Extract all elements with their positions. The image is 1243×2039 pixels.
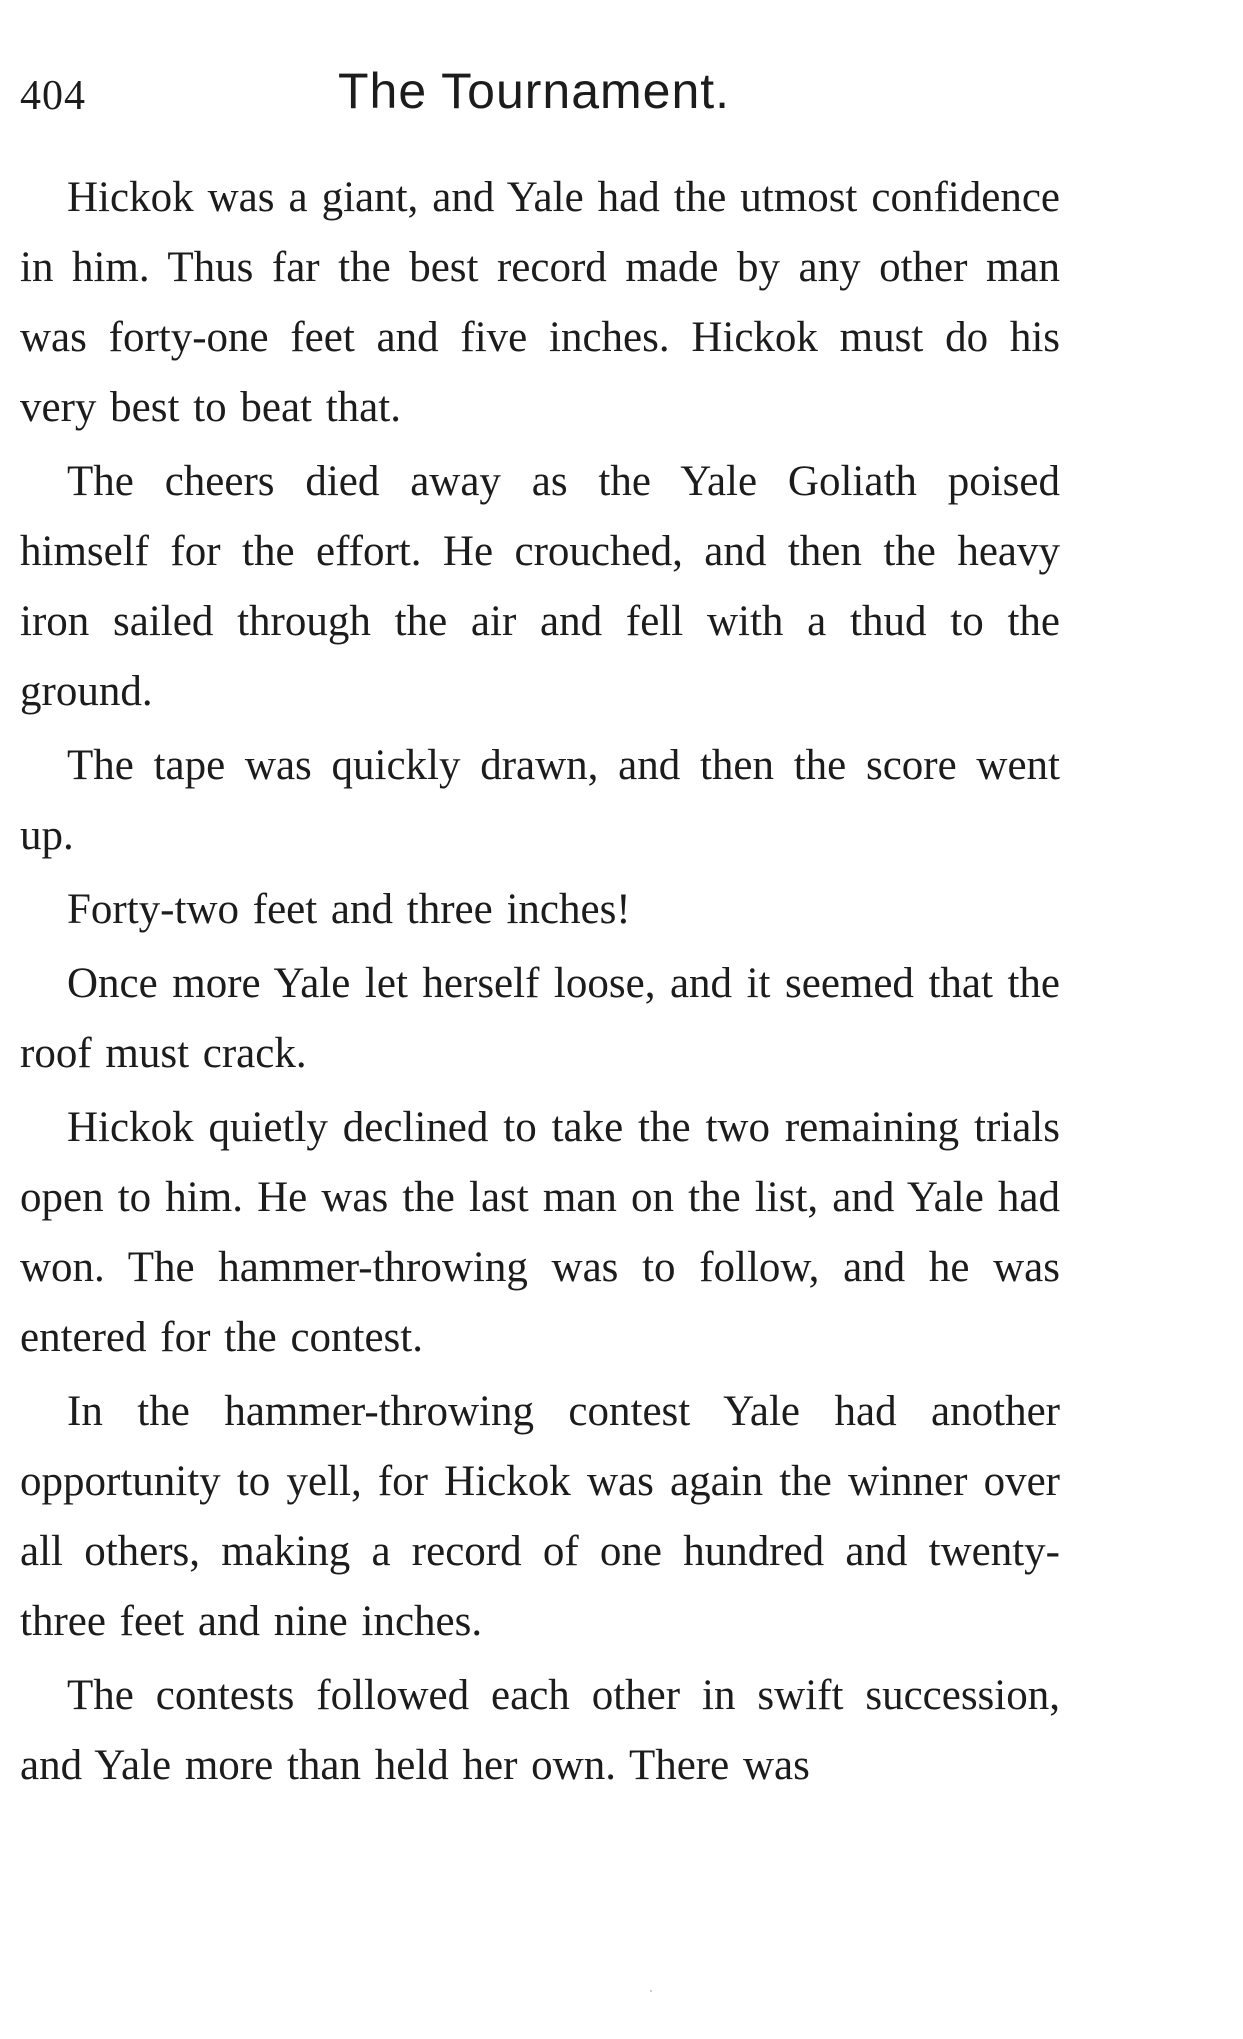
- paragraph: Once more Yale let herself loose, and it seemed that the roof must crack.: [20, 960, 1060, 1077]
- body-text: [20, 163, 1060, 1805]
- paragraph: The tape was quickly drawn, and then the score went up.: [20, 742, 1060, 859]
- page-number: 404: [20, 73, 86, 119]
- paragraph: Forty-two feet and three inches!: [67, 886, 631, 933]
- paragraph: Hickok was a giant, and Yale had the utmost confidence in him. Thus far the best record made by any other man was forty-one feet and five inches. Hickok must do his very best to beat that.: [20, 174, 1060, 431]
- paragraph: The cheers died away as the Yale Goliath poised himself for the effort. He crouched, and then the heavy iron sailed through the air and fell with a thud to the ground.: [20, 458, 1060, 715]
- page-header: [20, 62, 1060, 132]
- paragraph: The contests followed each other in swift succession, and Yale more than held her own. There was: [20, 1672, 1060, 1789]
- paragraph: Hickok quietly declined to take the two remaining trials open to him. He was the last man on the list, and Yale had won. The hammer-throwing was to follow, and he was entered for the contest.: [20, 1104, 1060, 1361]
- scan-speck: [650, 1990, 652, 1992]
- paragraph: In the hammer-throwing contest Yale had another opportunity to yell, for Hickok was again the winner over all others, making a record of one hundred and twenty-three feet and nine inches.: [20, 1388, 1060, 1645]
- running-head-title: The Tournament.: [338, 63, 731, 119]
